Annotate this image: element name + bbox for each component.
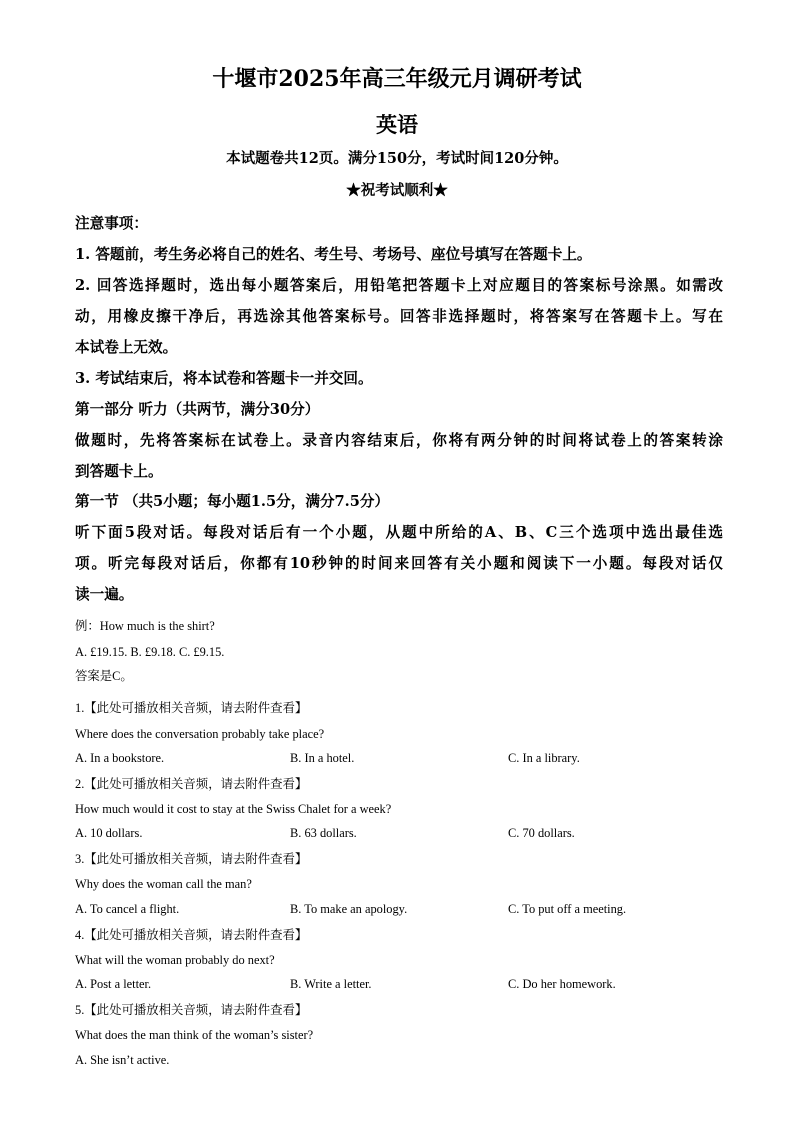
question-5-audio-marker: 5.【此处可播放相关音频，请去附件查看】 (75, 1003, 308, 1017)
question-4-audio-marker: 4.【此处可播放相关音频，请去附件查看】 (75, 928, 308, 942)
part1-intro-line-2: 到答题卡上。 (75, 463, 163, 480)
question-5-option-a: A. She isn’t active. (75, 1053, 170, 1067)
part1-heading: 第一部分 听力（共两节，满分30分） (75, 401, 320, 418)
question-5-text: What does the man think of the woman’s sister? (75, 1028, 314, 1042)
section1-intro-line-1: 听下面5段对话。每段对话后有一个小题，从题中所给的A、B、C三个选项中选出最佳选 (75, 524, 723, 541)
notice-item-1: 1. 答题前，考生务必将自己的姓名、考生号、考场号、座位号填写在答题卡上。 (75, 246, 592, 263)
question-1-audio-marker: 1.【此处可播放相关音频，请去附件查看】 (75, 701, 308, 715)
question-1-option-c: C. In a library. (508, 751, 580, 765)
exam-title: 十堰市2025年高三年级元月调研考试 (212, 66, 582, 92)
subject-title: 英语 (376, 112, 418, 137)
example-options: A. £19.15. B. £9.18. C. £9.15. (75, 645, 225, 659)
question-3-text: Why does the woman call the man? (75, 877, 252, 891)
exam-info: 本试题卷共12页。满分150分，考试时间120分钟。 (226, 150, 568, 167)
notice-item-2-line-3: 本试卷上无效。 (75, 339, 178, 356)
question-2-text: How much would it cost to stay at the Swiss Chalet for a week? (75, 802, 392, 816)
question-2-option-c: C. 70 dollars. (508, 826, 575, 840)
notice-item-2-line-1: 2. 回答选择题时，选出每小题答案后，用铅笔把答题卡上对应题目的答案标号涂黑。如需改 (75, 277, 723, 294)
question-3-option-a: A. To cancel a flight. (75, 902, 180, 916)
notice-heading: 注意事项： (75, 215, 148, 232)
question-4-text: What will the woman probably do next? (75, 953, 275, 967)
section1-intro-line-3: 读一遍。 (75, 586, 134, 603)
question-4-option-b: B. Write a letter. (290, 977, 372, 991)
question-2-audio-marker: 2.【此处可播放相关音频，请去附件查看】 (75, 777, 308, 791)
notice-item-2-line-2: 动，用橡皮擦干净后，再选涂其他答案标号。回答非选择题时，将答案写在答题卡上。写在 (75, 308, 723, 325)
question-1-text: Where does the conversation probably take place? (75, 727, 325, 741)
question-4-option-c: C. Do her homework. (508, 977, 616, 991)
question-3-option-b: B. To make an apology. (290, 902, 408, 916)
section1-intro-line-2: 项。听完每段对话后，你都有10秒钟的时间来回答有关小题和阅读下一小题。每段对话仅 (75, 555, 723, 572)
question-2-option-b: B. 63 dollars. (290, 826, 357, 840)
question-3-audio-marker: 3.【此处可播放相关音频，请去附件查看】 (75, 852, 308, 866)
notice-item-3: 3. 考试结束后，将本试卷和答题卡一并交回。 (75, 370, 373, 387)
question-3-option-c: C. To put off a meeting. (508, 902, 627, 916)
question-4-option-a: A. Post a letter. (75, 977, 152, 991)
question-1-option-b: B. In a hotel. (290, 751, 355, 765)
question-1-option-a: A. In a bookstore. (75, 751, 165, 765)
part1-intro-line-1: 做题时，先将答案标在试卷上。录音内容结束后，你将有两分钟的时间将试卷上的答案转涂 (75, 432, 723, 449)
section1-heading: 第一节 （共5小题；每小题1.5分，满分7.5分） (75, 493, 390, 510)
good-luck-wish: ★祝考试顺利★ (346, 182, 448, 199)
example-question: 例：How much is the shirt? (75, 619, 215, 633)
question-2-option-a: A. 10 dollars. (75, 826, 143, 840)
example-answer: 答案是C。 (75, 669, 133, 683)
